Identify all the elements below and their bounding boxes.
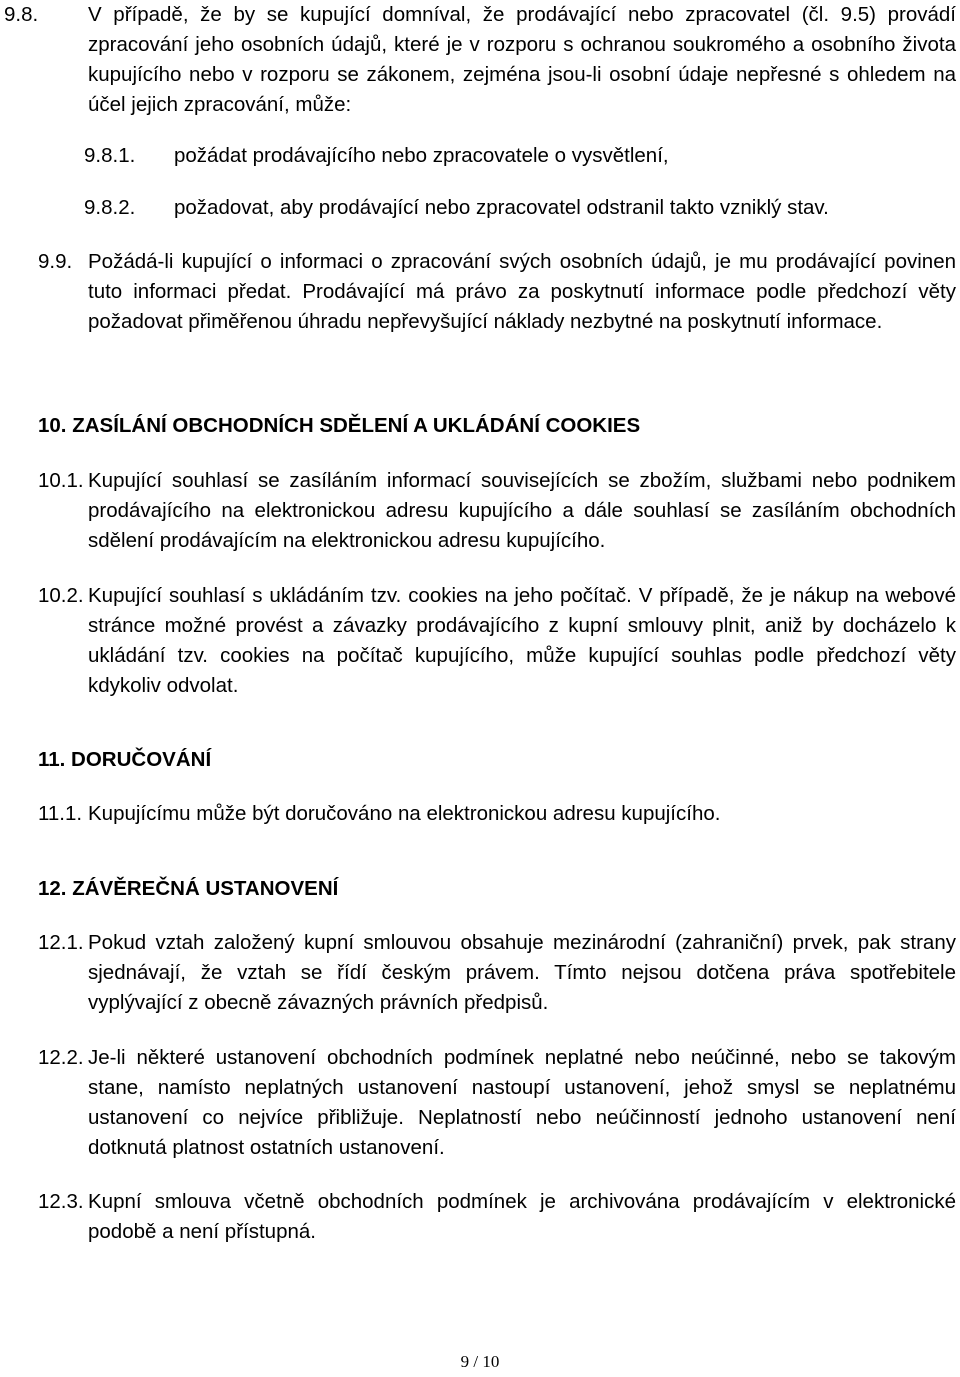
clause-text: požadovat, aby prodávající nebo zpracovatel odstranil takto vzniklý stav. [174,196,829,219]
clause-text: Kupující souhlasí se zasíláním informací souvisejících se zbožím, službami nebo podnikem prodávajícího na elektronickou adresu kupujícího a dále souhlasí se zasíláním obchodních sdělení prodávajícím na elektronickou adresu kupujícího. [88,469,956,552]
clause-number: 12.1. [38,931,84,954]
section-heading-10: 10. ZASÍLÁNÍ OBCHODNÍCH SDĚLENÍ A UKLÁDÁNÍ COOKIES [38,414,641,437]
clause-number: 9.8.1. [84,144,136,167]
clause-number: 11.1. [38,802,83,825]
section-heading-12: 12. ZÁVĚREČNÁ USTANOVENÍ [38,877,339,900]
clause-number: 9.8.2. [84,196,136,219]
clause-text: Požádá-li kupující o informaci o zpracování svých osobních údajů, je mu prodávající povinen tuto informaci předat. Prodávající má právo za poskytnutí informace podle předchozí věty požadovat přiměřenou úhradu nepřevyšující náklady nezbytné na poskytnutí informace. [88,250,956,333]
clause-text: požádat prodávajícího nebo zpracovatele o vysvětlení, [174,144,669,167]
clause-text: V případě, že by se kupující domníval, že prodávající nebo zpracovatel (čl. 9.5) provádí zpracování jeho osobních údajů, které je v rozporu s ochranou soukromého a osobního života kupujícího nebo v rozporu se zákonem, zejména jsou-li osobní údaje nepřesné s ohledem na účel jejich zpracování, může: [88,3,956,116]
clause-number: 12.3. [38,1190,84,1213]
page-number: 9 / 10 [460,1352,500,1371]
clause-number: 9.8. [4,3,39,26]
clause-text: Pokud vztah založený kupní smlouvou obsahuje mezinárodní (zahraniční) prvek, pak strany sjednávají, že vztah se řídí českým právem. Tímto nejsou dotčena práva spotřebitele vyplývající z obecně závazných právních předpisů. [88,931,956,1014]
clause-text: Kupní smlouva včetně obchodních podmínek je archivována prodávajícím v elektronické podobě a není přístupná. [88,1190,956,1243]
clause-number: 10.2. [38,584,84,607]
clause-number: 10.1. [38,469,84,492]
clause-text: Kupujícímu může být doručováno na elektronickou adresu kupujícího. [88,802,721,825]
section-heading-11: 11. DORUČOVÁNÍ [38,748,212,771]
clause-text: Kupující souhlasí s ukládáním tzv. cookies na jeho počítač. V případě, že je nákup na webové stránce možné provést a závazky prodávajícího z kupní smlouvy plnit, aniž by docházelo k ukládání tzv. cookies na počítač kupujícího, může kupující souhlas podle předchozí věty kdykoliv odvolat. [88,584,956,697]
clause-number: 12.2. [38,1046,84,1069]
clause-text: Je-li některé ustanovení obchodních podmínek neplatné nebo neúčinné, nebo se takovým stane, namísto neplatných ustanovení nastoupí ustanovení, jehož smysl se neplatnému ustanovení co nejvíce přibližuje. Neplatností nebo neúčinností jednoho ustanovení není dotknutá platnost ostatních ustanovení. [88,1046,956,1159]
clause-number: 9.9. [38,250,73,273]
